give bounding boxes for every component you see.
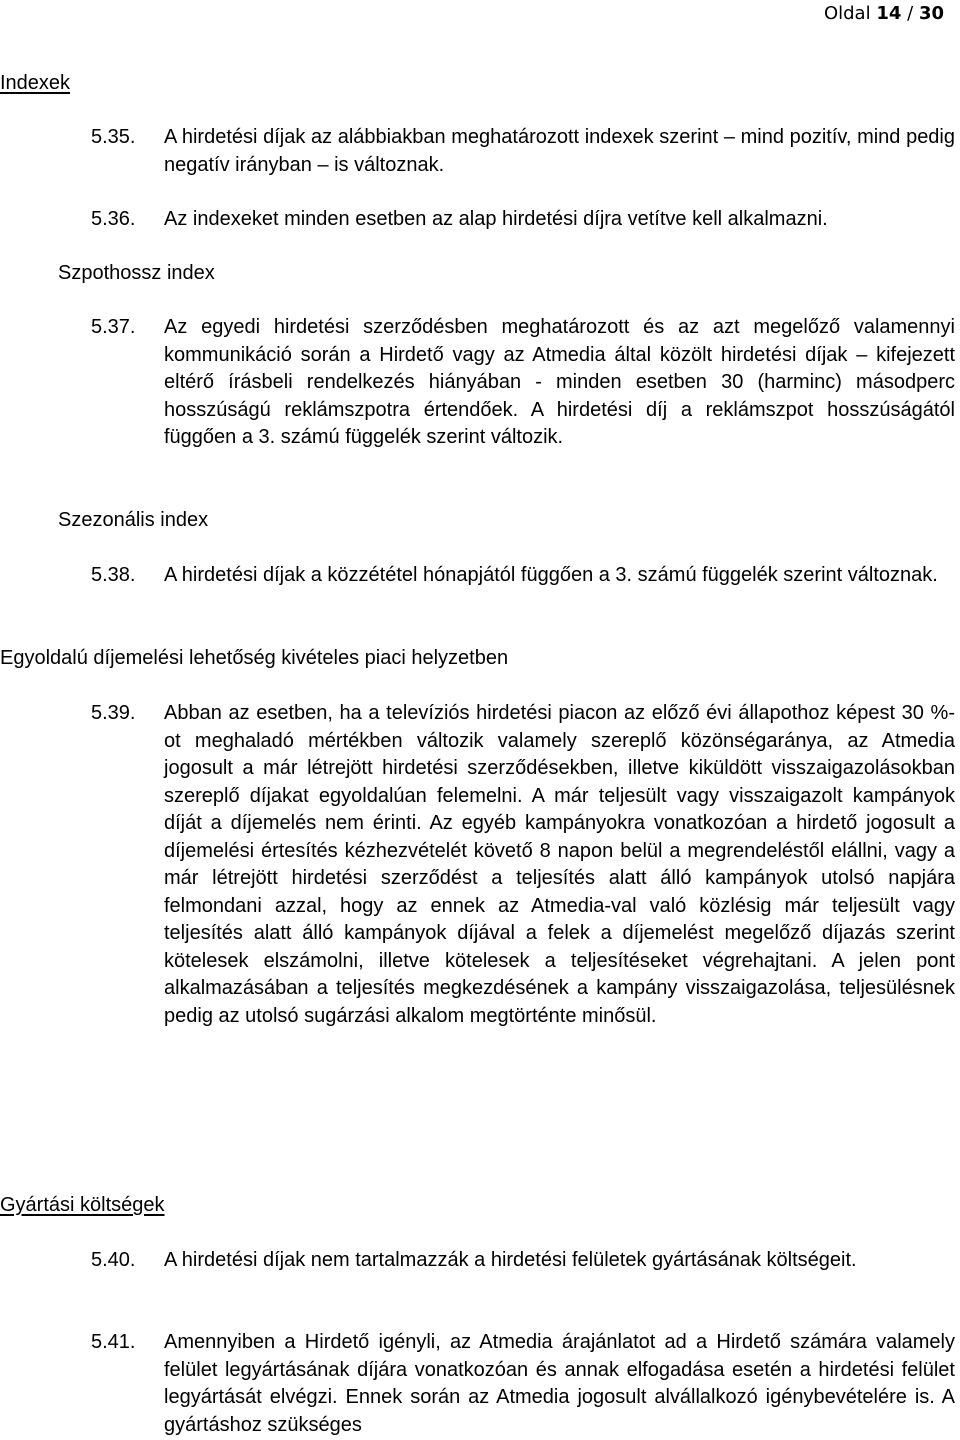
clause-number: 5.41.	[91, 1331, 136, 1353]
clause-5-38	[91, 562, 955, 590]
clause-number: 5.39.	[91, 702, 136, 724]
clause-number: 5.37.	[91, 316, 136, 338]
page-number-total: 30	[918, 3, 944, 24]
clause-number: 5.35.	[91, 126, 136, 148]
clause-text: Az egyedi hirdetési szerződésben meghatározott és az azt megelőző valamennyi kommunikáció során a Hirdető vagy az Atmedia által közölt hirdetési díjak – kifejezett eltérő írásbeli rendelkezés hiányában - minden esetben 30 (harminc) másodperc hosszúságú reklámszpotra értendőek. A hirdetési díj a reklámszpot hosszúságától függően a 3. számú függelék szerint változik.	[164, 316, 955, 448]
clause-text: Amennyiben a Hirdető igényli, az Atmedia árajánlatot ad a Hirdető számára valamely felület legyártásának díjára vonatkozóan és annak elfogadása esetén a hirdetési felület legyártását elvégzi. Ennek során az Atmedia jogosult alvállalkozó igénybevételére is. A gyártáshoz szükséges	[164, 1331, 955, 1436]
section-heading-szezonalis: Szezonális index	[58, 509, 209, 531]
clause-5-36	[91, 206, 955, 234]
clause-text: Az indexeket minden esetben az alap hirdetési díjra vetítve kell alkalmazni.	[164, 208, 828, 230]
section-heading-gyartasi: Gyártási költségek	[0, 1194, 165, 1216]
clause-number: 5.40.	[91, 1249, 136, 1271]
page-number-prefix: Oldal	[823, 3, 871, 24]
clause-5-39	[91, 700, 955, 1030]
page-number-separator: /	[907, 3, 914, 24]
page-number-current: 14	[876, 3, 902, 24]
section-heading-szpothossz: Szpothossz index	[58, 262, 215, 284]
clause-text: Abban az esetben, ha a televíziós hirdetési piacon az előző évi állapothoz képest 30 %-ot meghaladó mértékben változik valamely szereplő közönségaránya, az Atmedia jogosult a már létrejött hirdetési szerződésekben, illetve kiküldött visszaigazolásokban szereplő díjakat egyoldalúan felemelni. A már teljesült vagy visszaigazolt kampányok díját a díjemelés nem érinti. Az egyéb kampányokra vonatkozóan a hirdető jogosult a díjemelési értesítés kézhezvételét követő 8 napon belül a megrendeléstől elállni, vagy a már létrejött hirdetési szerződést a teljesítés alatt álló kampányok utolsó napjára felmondani azzal, hogy az ennek az Atmedia-val való közlésig már teljesült vagy teljesítés alatt álló kampányok díjával a felek a díjemelést megelőző díjazás szerint kötelesek elszámolni, illetve kötelesek a teljesítéseket végrehajtani. A jelen pont alkalmazásában a teljesítés megkezdésének a kampány visszaigazolása, teljesülésnek pedig az utolsó sugárzási alkalom megtörténte minősül.	[164, 702, 955, 1027]
clause-5-40	[91, 1247, 955, 1275]
clause-5-41	[91, 1329, 955, 1439]
clause-number: 5.36.	[91, 208, 136, 230]
clause-text: A hirdetési díjak a közzététel hónapjától függően a 3. számú függelék szerint változnak.	[164, 564, 938, 586]
clause-text: A hirdetési díjak az alábbiakban meghatározott indexek szerint – mind pozitív, mind pedig negatív irányban – is változnak.	[164, 126, 955, 176]
clause-5-37	[91, 314, 955, 452]
clause-5-35	[91, 124, 955, 179]
section-heading-egyoldalu: Egyoldalú díjemelési lehetőség kivételes piaci helyzetben	[0, 647, 509, 669]
section-heading-indexek: Indexek	[0, 72, 71, 94]
clause-text: A hirdetési díjak nem tartalmazzák a hirdetési felületek gyártásának költségeit.	[164, 1249, 857, 1271]
clause-number: 5.38.	[91, 564, 136, 586]
page-number	[824, 2, 944, 26]
